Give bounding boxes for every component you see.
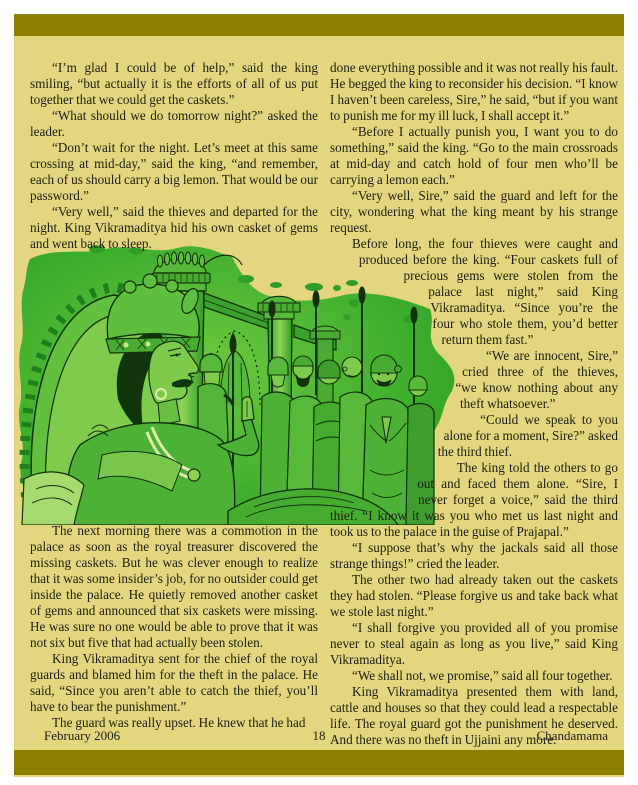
left-column xyxy=(30,60,318,766)
top-border-band xyxy=(14,14,624,36)
story-paragraph: “Very well,” said the thieves and departed for the night. King Vikramaditya hid his own casket of gems and went back to sleep. xyxy=(30,204,318,251)
story-paragraph: King Vikramaditya sent for the chief of the royal guards and blamed him for the theft in the palace. He said, “Since you aren’t able to catch the thief, you’ll have to bear the punishment.” xyxy=(30,651,318,714)
story-paragraph: Before long, the four thieves were caught and produced before the king. “Four caskets full of precious gems were stolen from the palace last night,” said King Vikramaditya. “Since you’re the four who stole them, you’d better return them fast.” xyxy=(352,236,618,347)
illustration-spacer xyxy=(30,252,318,523)
story-paragraph: The king told the others to go out and faced them alone. “Sire, I never forget a voice,” said the third thief. “I know it was you who met us last night and took us to the palace in the guise of Prajapal.” xyxy=(330,460,618,539)
left-column-top-paragraphs xyxy=(30,60,318,252)
story-paragraph: The guard was really upset. He knew that he had xyxy=(52,715,306,730)
story-paragraph: “We are innocent, Sire,” cried three of the thieves, “we know nothing about any theft whatsoever.” xyxy=(455,348,618,411)
footer-magazine-name: Chandamama xyxy=(536,728,608,743)
story-paragraph: The other two had already taken out the caskets they had stolen. “Please forgive us and take back what we stole last night.” xyxy=(330,572,618,619)
story-paragraph: King Vikramaditya presented them with land, cattle and houses so that they could lead a respectable life. The royal guard got the punishment he deserved. And there was no theft in Ujjaini any more. xyxy=(330,684,618,747)
story-columns xyxy=(30,60,618,766)
story-paragraph: “Don’t wait for the night. Let’s meet at this same crossing at mid-day,” said the king, “and remember, each of us should carry a big lemon. That would be our password.” xyxy=(30,140,318,203)
story-paragraph: “We shall not, we promise,” said all four together. xyxy=(352,668,613,683)
story-paragraph: “What should we do tomorrow night?” asked the leader. xyxy=(30,108,318,139)
story-paragraph: done everything possible and it was not really his fault. He begged the king to reconsider his decision. “I know I haven’t been careless, Sire,” he said, “but if you want to punish me for my ill luck, I shall accept it.” xyxy=(330,60,618,123)
story-paragraph: “Could we speak to you alone for a moment, Sire?” asked the third thief. xyxy=(437,412,618,459)
bottom-border-band xyxy=(14,750,624,775)
story-paragraph: “I suppose that’s why the jackals said all those strange things!” cried the leader. xyxy=(330,540,618,571)
left-column-bottom-paragraphs xyxy=(30,523,318,731)
page-footer xyxy=(30,728,608,744)
page-sheet xyxy=(14,14,624,777)
story-paragraph: “I shall forgive you provided all of you promise never to steal again as long as you live,” said King Vikramaditya. xyxy=(330,620,618,667)
story-paragraph: “I’m glad I could be of help,” said the king smiling, “but actually it is the efforts of all of us put together that we could get the caskets.” xyxy=(30,60,318,107)
story-paragraph: “Before I actually punish you, I want you to do something,” said the king. “Go to the main crossroads at mid-day and catch hold of four men who’ll be carrying a lemon each.” xyxy=(330,124,618,187)
story-paragraph: The next morning there was a commotion in the palace as soon as the royal treasurer discovered the missing caskets. But he was clever enough to realize that it was some insider’s job, for no outsider could get inside the palace. He quietly removed another casket of gems and announced that six caskets were missing. He was sure no one would be able to prove that it was not six but five that had actually been stolen. xyxy=(30,523,318,650)
right-column xyxy=(330,60,618,766)
story-paragraph: “Very well, Sire,” said the guard and left for the city, wondering what the king meant by his strange request. xyxy=(330,188,618,235)
footer-date: February 2006 xyxy=(44,728,121,743)
footer-page-number: 18 xyxy=(312,728,326,743)
